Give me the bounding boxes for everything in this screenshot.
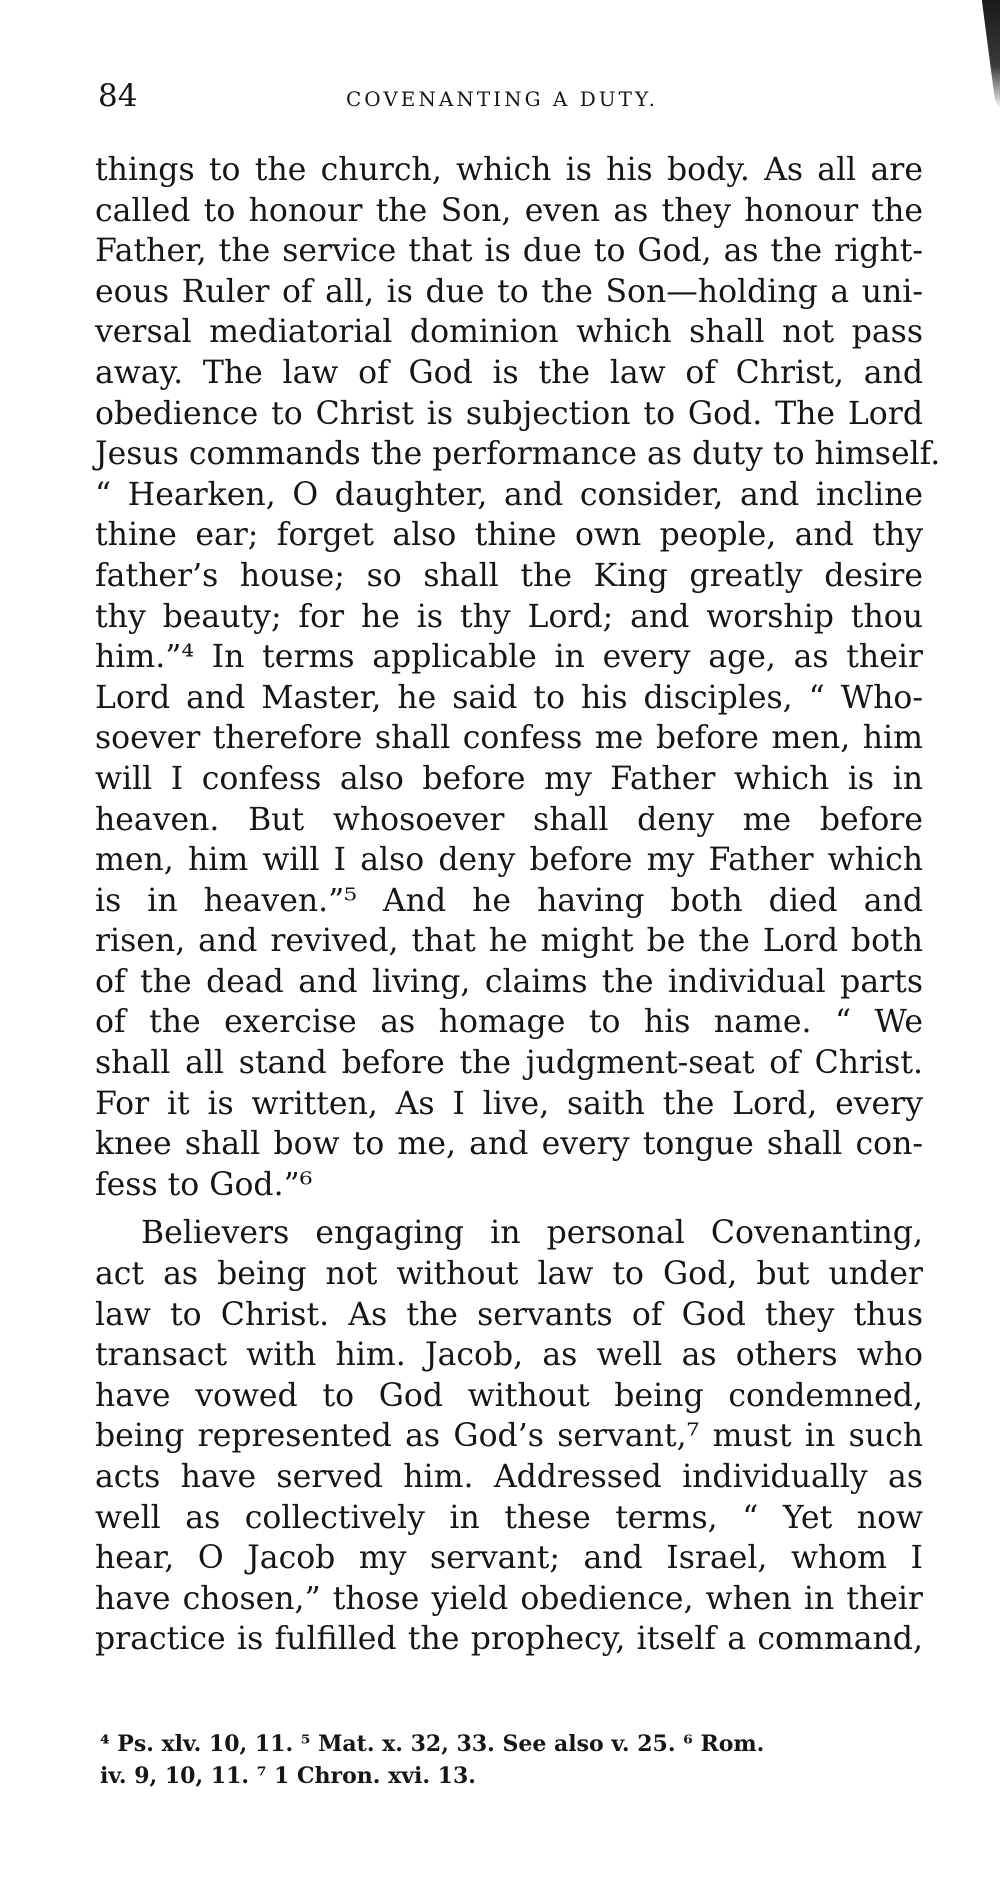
paragraph-1 [95,150,941,1205]
text-line: called to honour the Son, even as they honour the [95,192,923,229]
text-line: practice is fulfilled the prophecy, itself a command, [95,1621,923,1658]
text-line: heaven. But whosoever shall deny me before [95,801,923,838]
text-line: of the exercise as homage to his name. “ We [95,1004,923,1041]
text-line: away. The law of God is the law of Christ, and [95,354,923,391]
text-line: shall all stand before the judgment-seat of Christ. [95,1045,923,1082]
text-line: have vowed to God without being condemned, [95,1377,923,1414]
text-line: transact with him. Jacob, as well as others who [95,1337,923,1374]
footnotes [100,1728,920,1792]
text-line: well as collectively in these terms, “ Yet now [95,1499,923,1536]
text-line: soever therefore shall confess me before men, him [95,720,923,757]
running-title: COVENANTING A DUTY. [346,87,658,111]
text-line: is in heaven.”⁵ And he having both died and [95,882,923,919]
text-line: eous Ruler of all, is due to the Son—holding a uni- [95,273,923,310]
body-text [95,150,941,1660]
text-line: father’s house; so shall the King greatly desire [95,557,923,594]
text-line: thine ear; forget also thine own people, and thy [95,517,923,554]
text-line: him.”⁴ In terms applicable in every age, as their [95,639,923,676]
text-line: fess to God.”⁶ [95,1166,313,1203]
text-line: versal mediatorial dominion which shall not pass [95,314,923,351]
text-line: Father, the service that is due to God, as the right- [95,233,923,270]
text-line: men, him will I also deny before my Father which [95,842,923,879]
footnote-line: iv. 9, 10, 11. ⁷ 1 Chron. xvi. 13. [100,1763,476,1789]
text-line: law to Christ. As the servants of God they thus [95,1296,923,1333]
page-header [98,78,918,118]
text-line: have chosen,” those yield obedience, when in their [95,1580,923,1617]
text-line: “ Hearken, O daughter, and consider, and incline [95,476,923,513]
page-number: 84 [98,78,138,114]
text-line: act as being not without law to God, but under [95,1256,923,1293]
text-line: Lord and Master, he said to his disciples, “ Who- [95,679,923,716]
text-line: things to the church, which is his body. As all are [95,152,923,188]
text-line: For it is written, As I live, saith the Lord, every [95,1085,923,1122]
text-line: will I confess also before my Father which is in [95,760,923,797]
text-line: thy beauty; for he is thy Lord; and worship thou [95,598,923,635]
text-line: risen, and revived, that he might be the Lord both [95,923,923,960]
footnote-line: ⁴ Ps. xlv. 10, 11. ⁵ Mat. x. 32, 33. See also v. 25. ⁶ Rom. [100,1731,765,1757]
text-line: acts have served him. Addressed individually as [95,1459,923,1495]
text-line: being represented as God’s servant,⁷ must in such [95,1418,923,1455]
paragraph-2 [95,1213,923,1660]
text-line: hear, O Jacob my servant; and Israel, whom I [95,1540,923,1577]
text-line: knee shall bow to me, and every tongue shall con- [95,1126,923,1163]
scan-edge-shadow [974,0,1000,110]
text-line: Jesus commands the performance as duty to himself. [95,436,941,473]
text-line: of the dead and living, claims the individual parts [95,963,923,1000]
text-line: Believers engaging in personal Covenanting, [141,1215,923,1252]
text-line: obedience to Christ is subjection to God. The Lord [95,395,923,432]
